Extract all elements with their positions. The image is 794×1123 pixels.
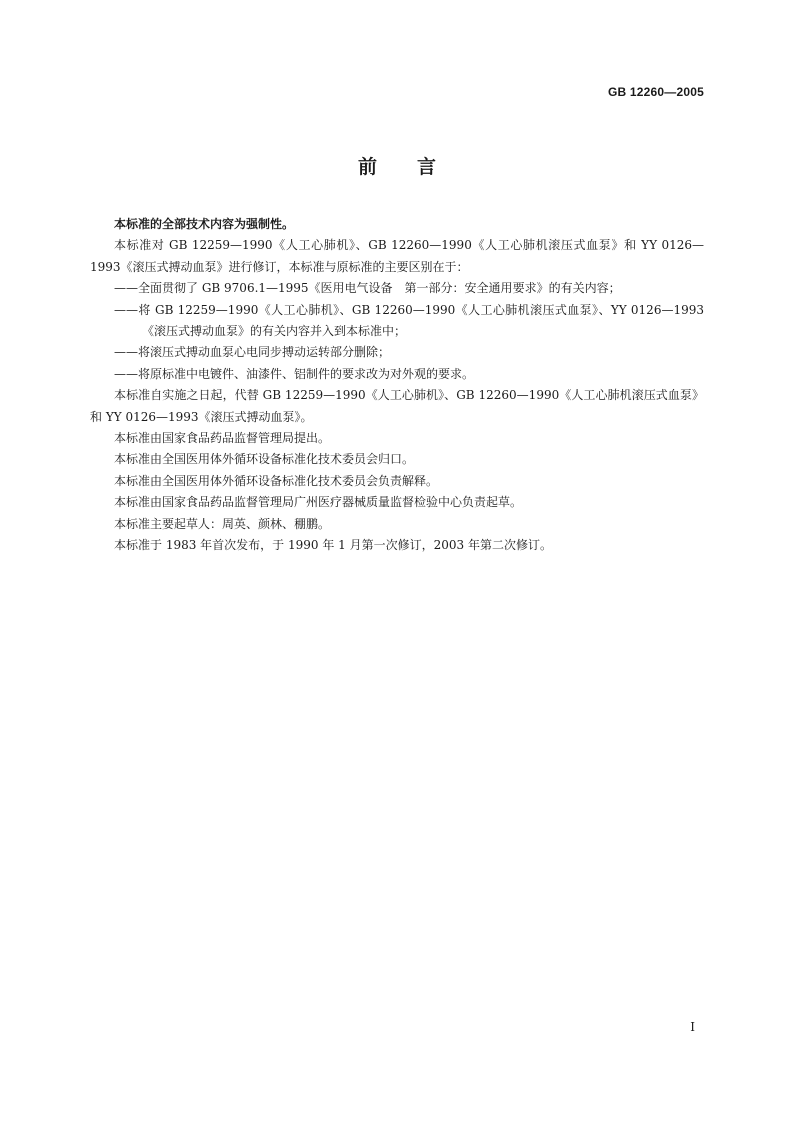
paragraph-history: 本标准于 1983 年首次发布，于 1990 年 1 月第一次修订，2003 年第二次修订。: [114, 538, 552, 553]
standard-code: GB 12260—2005: [608, 85, 704, 99]
difference-item-2: ——将 GB 12259—1990《人工心肺机》、GB 12260—1990《人工心肺机滚压式血泵》、YY 0126—1993《滚压式搏动血泵》的有关内容并入到本标准中；: [114, 302, 704, 339]
paragraph-drafters: 本标准主要起草人：周英、颜林、稝鹏。: [114, 516, 331, 531]
difference-item-1: ——全面贯彻了 GB 9706.1—1995《医用电气设备 第一部分：安全通用要求》的有关内容；: [114, 281, 621, 296]
difference-item-4: ——将原标准中电镀件、油漆件、铝制件的要求改为对外观的要求。: [114, 366, 475, 381]
paragraph-interpretation: 本标准由全国医用体外循环设备标准化技术委员会负责解释。: [114, 473, 439, 488]
paragraph-revision: 本标准对 GB 12259—1990《人工心肺机》、GB 12260—1990《人工心肺机滚压式血泵》和 YY 0126—1993《滚压式搏动血泵》进行修订，本标准与原标准的主要区别在于：: [90, 238, 704, 274]
page-number: I: [690, 1020, 695, 1034]
page-title: 前言: [357, 156, 476, 178]
paragraph-centralized: 本标准由全国医用体外循环设备标准化技术委员会归口。: [114, 452, 415, 467]
difference-item-3: ——将滚压式搏动血泵心电同步搏动运转部分删除；: [114, 345, 391, 360]
paragraph-proposed: 本标准由国家食品药品监督管理局提出。: [114, 431, 331, 446]
paragraph-drafting-unit: 本标准由国家食品药品监督管理局广州医疗器械质量监督检验中心负责起草。: [114, 495, 523, 510]
paragraph-replace: 本标准自实施之日起，代替 GB 12259—1990《人工心肺机》、GB 12260—1990《人工心肺机滚压式血泵》和 YY 0126—1993《滚压式搏动血泵》。: [90, 388, 704, 424]
paragraph-mandatory: 本标准的全部技术内容为强制性。: [114, 217, 295, 231]
foreword-body: [90, 214, 704, 557]
